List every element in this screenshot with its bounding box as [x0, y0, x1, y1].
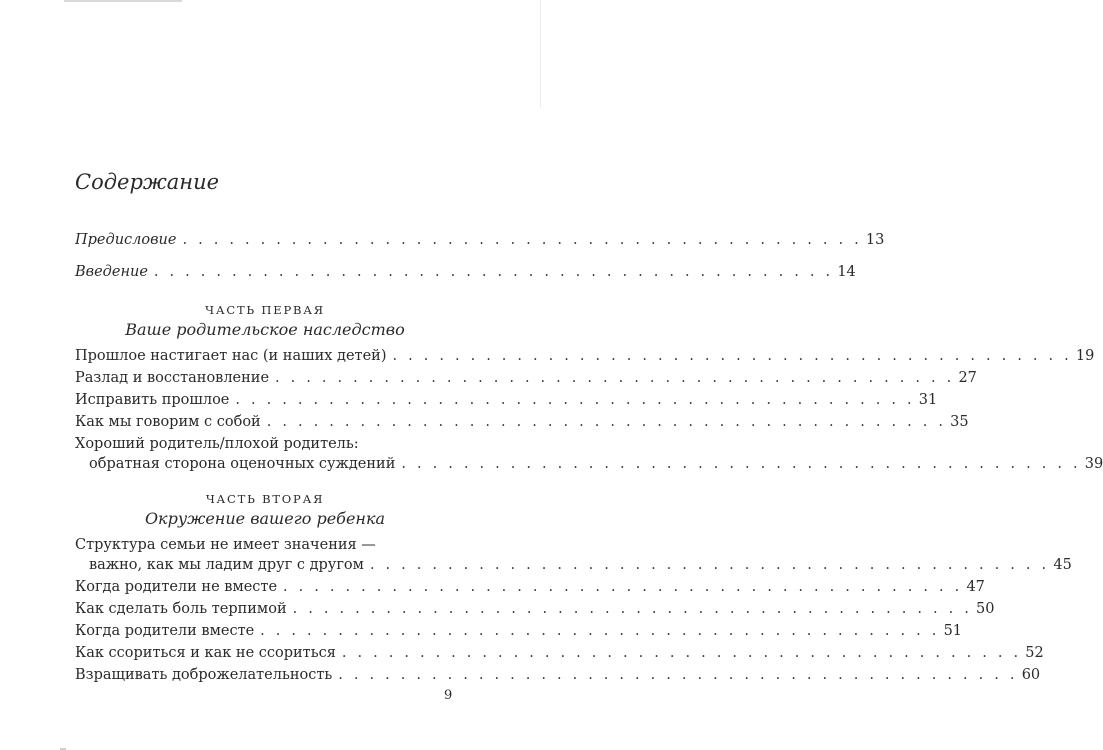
toc-entry-page: 50	[976, 601, 995, 617]
part-one-label: ЧАСТЬ ПЕРВАЯ	[205, 303, 325, 317]
toc-entry[interactable]	[75, 577, 985, 597]
toc-entry-title: Как сделать боль терпимой	[75, 601, 287, 617]
toc-entry-page: 39	[1084, 456, 1103, 472]
toc-entry-preface[interactable]	[75, 230, 885, 250]
toc-entry-title: Когда родители не вместе	[75, 579, 278, 595]
dot-leader: . . . . . . . . . . . . . . . . . . . . . . . . . . . . . . . . . . . . . . . . . . . .	[338, 667, 1018, 683]
dot-leader: . . . . . . . . . . . . . . . . . . . . . . . . . . . . . . . . . . . . . . . . . . . .	[275, 370, 955, 386]
toc-entry-page: 60	[1021, 667, 1041, 683]
toc-entry[interactable]	[75, 599, 995, 619]
toc-entry-page: 27	[958, 370, 977, 386]
part-one-title: Ваше родительское наследство	[125, 320, 405, 339]
toc-entry-page: 19	[1075, 348, 1095, 364]
toc-entry-title-line1: Хороший родитель/плохой родитель:	[75, 436, 359, 452]
toc-entry[interactable]	[75, 390, 938, 410]
toc-entry-title: Разлад и восстановление	[75, 370, 270, 386]
toc-entry-title: Как ссориться и как не ссориться	[75, 645, 336, 661]
toc-entry-multiline[interactable]	[75, 434, 1103, 474]
toc-entry-page: 35	[950, 414, 969, 430]
dot-leader: . . . . . . . . . . . . . . . . . . . . . . . . . . . . . . . . . . . . . . . . . . . .	[235, 392, 915, 408]
toc-entry-page: 45	[1053, 557, 1072, 573]
dot-leader: . . . . . . . . . . . . . . . . . . . . . . . . . . . . . . . . . . . . . . . . . . . .	[392, 348, 1072, 364]
toc-entry-page: 47	[966, 579, 985, 595]
toc-entry-title-line2: обратная сторона оценочных суждений	[89, 456, 396, 472]
dot-leader: . . . . . . . . . . . . . . . . . . . . . . . . . . . . . . . . . . . . . . . . . . . .	[182, 232, 862, 248]
toc-entry[interactable]	[75, 368, 977, 388]
toc-entry-title: Введение	[75, 264, 148, 280]
dot-leader: . . . . . . . . . . . . . . . . . . . . . . . . . . . . . . . . . . . . . . . . . . . .	[153, 264, 834, 280]
toc-entry-title: Как мы говорим с собой	[75, 414, 261, 430]
toc-entry-title-line1: Структура семьи не имеет значения —	[75, 537, 376, 553]
page-top-edge	[64, 0, 182, 2]
dot-leader: . . . . . . . . . . . . . . . . . . . . . . . . . . . . . . . . . . . . . . . . . . . .	[266, 414, 947, 430]
toc-entry-page: 13	[865, 232, 885, 248]
toc-entry-multiline[interactable]	[75, 535, 1072, 575]
toc-entry-page: 51	[943, 623, 963, 639]
toc-entry-introduction[interactable]	[75, 262, 856, 282]
dot-leader: . . . . . . . . . . . . . . . . . . . . . . . . . . . . . . . . . . . . . . . . . . . .	[260, 623, 940, 639]
page-number: 9	[444, 688, 453, 703]
toc-entry-page: 52	[1025, 645, 1044, 661]
part-two-title: Окружение вашего ребенка	[144, 509, 386, 528]
toc-entry-title: Взращивать доброжелательность	[75, 667, 333, 683]
dot-leader: . . . . . . . . . . . . . . . . . . . . . . . . . . . . . . . . . . . . . . . . . . . .	[341, 645, 1022, 661]
toc-entry-title: Прошлое настигает нас (и наших детей)	[75, 348, 387, 364]
dot-leader: . . . . . . . . . . . . . . . . . . . . . . . . . . . . . . . . . . . . . . . . . . . .	[401, 456, 1081, 472]
toc-entry-title: Исправить прошлое	[75, 392, 230, 408]
toc-entry[interactable]	[75, 621, 963, 641]
toc-entry-page: 14	[837, 264, 856, 280]
toc-entry[interactable]	[75, 665, 1041, 685]
toc-entry-title-line2: важно, как мы ладим друг с другом	[89, 557, 364, 573]
dot-leader: . . . . . . . . . . . . . . . . . . . . . . . . . . . . . . . . . . . . . . . . . . . .	[369, 557, 1050, 573]
toc-entry-title: Предисловие	[75, 232, 177, 248]
toc-entry-title: Когда родители вместе	[75, 623, 255, 639]
toc-entry[interactable]	[75, 643, 1044, 663]
toc-entry[interactable]	[75, 346, 1095, 366]
toc-entry-page: 31	[918, 392, 938, 408]
toc-entry[interactable]	[75, 412, 969, 432]
part-two-label: ЧАСТЬ ВТОРАЯ	[205, 492, 325, 506]
page-right-edge	[540, 0, 541, 108]
dot-leader: . . . . . . . . . . . . . . . . . . . . . . . . . . . . . . . . . . . . . . . . . . . .	[283, 579, 963, 595]
dot-leader: . . . . . . . . . . . . . . . . . . . . . . . . . . . . . . . . . . . . . . . . . . . .	[292, 601, 973, 617]
toc-title: Содержание	[75, 170, 220, 194]
